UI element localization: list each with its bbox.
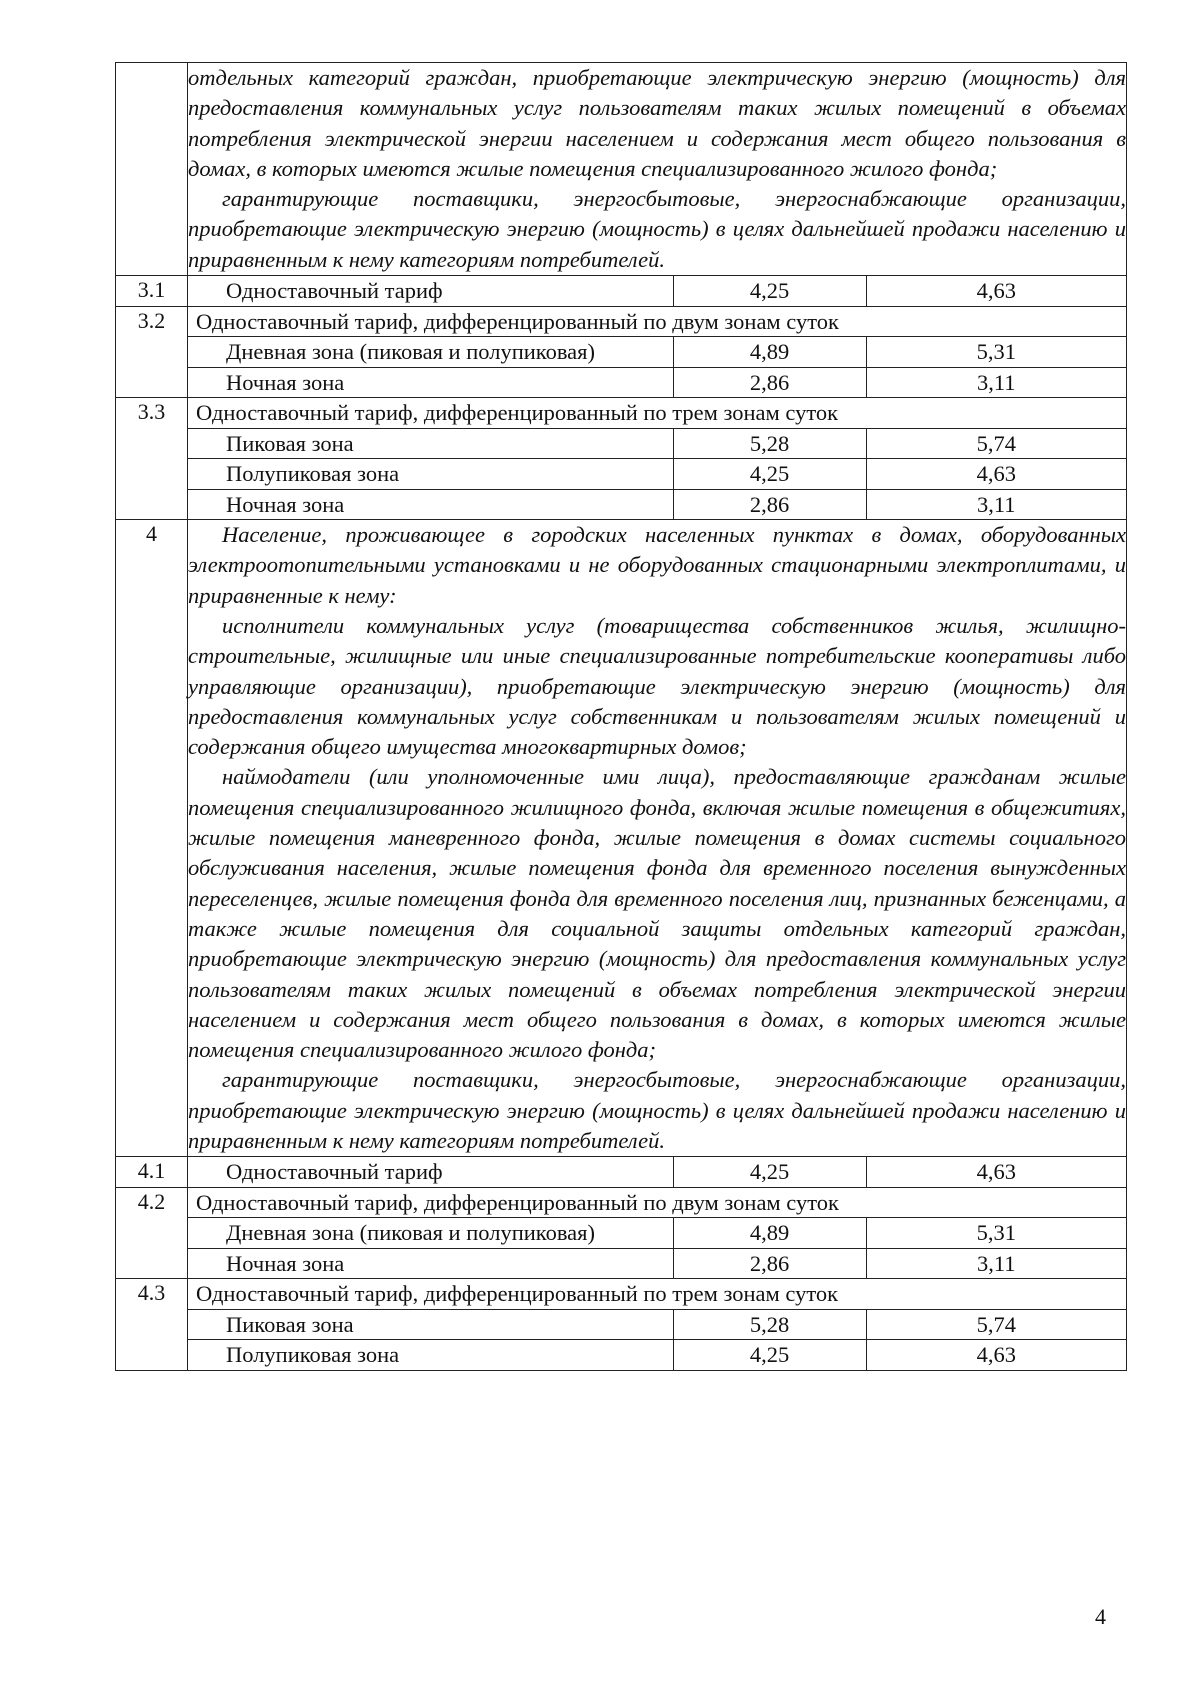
tariff-cell: [188, 1157, 1127, 1188]
tariff-line: [188, 1218, 1126, 1249]
tariff-subtable: [188, 307, 1126, 398]
tariff-value-1: 4,89: [673, 337, 866, 368]
tariff-subtable: [188, 276, 1126, 306]
tariff-header-line: [188, 307, 1126, 337]
tariff-name: Пиковая зона: [188, 1309, 673, 1340]
tariff-header-line: [188, 1188, 1126, 1218]
paragraph: гарантирующие поставщики, энергосбытовые, энергоснабжающие организации, приобретающие электрическую энергию (мощность) в целях дальнейшей продажи населению и приравненным к нему категориям потребителей.: [188, 1067, 1126, 1154]
description-cell: [188, 63, 1127, 276]
tariff-table: [115, 62, 1127, 1371]
tariff-line: [188, 367, 1126, 397]
tariff-value-1: 2,86: [673, 1248, 866, 1278]
table-row: [116, 1157, 1127, 1188]
row-number: 3.2: [116, 306, 188, 398]
tariff-value-2: 5,74: [866, 1309, 1126, 1340]
tariff-header-line: [188, 1279, 1126, 1309]
table-row: [116, 398, 1127, 520]
tariff-header: Одноставочный тариф, дифференцированный по трем зонам суток: [196, 1281, 839, 1307]
table-row: [116, 276, 1127, 307]
tariff-line: [188, 459, 1126, 490]
tariff-value-1: 4,25: [673, 1340, 866, 1370]
tariff-cell: [188, 276, 1127, 307]
tariff-header: Одноставочный тариф, дифференцированный по трем зонам суток: [196, 400, 839, 426]
table-row: [116, 1187, 1127, 1279]
tariff-cell: [188, 398, 1127, 520]
tariff-name: Одноставочный тариф: [226, 278, 443, 304]
tariff-line: [188, 489, 1126, 519]
row-number: 3.3: [116, 398, 188, 520]
tariff-name: Дневная зона (пиковая и полупиковая): [188, 1218, 673, 1249]
row-number: 4.3: [116, 1279, 188, 1371]
tariff-name: Пиковая зона: [188, 428, 673, 459]
tariff-value-2: 4,63: [866, 276, 1126, 306]
tariff-cell: [188, 306, 1127, 398]
tariff-header: Одноставочный тариф, дифференцированный по двум зонам суток: [196, 308, 839, 334]
row-number: 3.1: [116, 276, 188, 307]
table-row: [116, 520, 1127, 1157]
tariff-header-line: [188, 398, 1126, 428]
tariff-line: [188, 1248, 1126, 1278]
tariff-value-1: 5,28: [673, 428, 866, 459]
tariff-subtable: [188, 1157, 1126, 1187]
tariff-line: [188, 1157, 1126, 1187]
tariff-value-1: 2,86: [673, 489, 866, 519]
tariff-value-2: 5,31: [866, 1218, 1126, 1249]
table-row: [116, 63, 1127, 276]
tariff-value-2: 5,74: [866, 428, 1126, 459]
tariff-name: Ночная зона: [188, 367, 673, 397]
tariff-line: [188, 1340, 1126, 1370]
tariff-subtable: [188, 1279, 1126, 1370]
tariff-name: Полупиковая зона: [188, 1340, 673, 1370]
row-number: 4: [116, 520, 188, 1157]
description-cell: [188, 520, 1127, 1157]
tariff-line: [188, 1309, 1126, 1340]
tariff-value-2: 4,63: [866, 1340, 1126, 1370]
tariff-value-2: 3,11: [866, 367, 1126, 397]
tariff-value-2: 5,31: [866, 337, 1126, 368]
tariff-value-2: 3,11: [866, 489, 1126, 519]
paragraph: наймодатели (или уполномоченные ими лица), предоставляющие гражданам жилые помещения специализированного жилищного фонда, включая жилые помещения в общежитиях, жилые помещения маневренного фонда, жилые помещения в домах системы социального обслуживания населения, жилые помещения фонда для временного поселения вынужденных переселенцев, жилые помещения фонда для временного поселения лиц, признанных беженцами, а также жилые помещения для социальной защиты отдельных категорий граждан, приобретающие электрическую энергию (мощность) для предоставления коммунальных услуг пользователям таких жилых помещений в объемах потребления электрической энергии населением и содержания мест общего пользования в домах, в которых имеются жилые помещения специализированного жилого фонда;: [188, 764, 1126, 1063]
tariff-value-1: 5,28: [673, 1309, 866, 1340]
page-number: 4: [1095, 1604, 1106, 1629]
tariff-value-1: 2,86: [673, 367, 866, 397]
tariff-name: Одноставочный тариф: [226, 1159, 443, 1185]
tariff-header: Одноставочный тариф, дифференцированный по двум зонам суток: [196, 1189, 839, 1215]
tariff-subtable: [188, 1188, 1126, 1279]
paragraph: отдельных категорий граждан, приобретающие электрическую энергию (мощность) для предоставления коммунальных услуг пользователям таких жилых помещений в объемах потребления электрической энергии населением и содержания мест общего пользования в домах, в которых имеются жилые помещения специализированного жилого фонда;: [188, 65, 1126, 181]
tariff-line: [188, 276, 1126, 306]
tariff-line: [188, 428, 1126, 459]
tariff-value-2: 4,63: [866, 459, 1126, 490]
tariff-value-2: 3,11: [866, 1248, 1126, 1278]
tariff-value-1: 4,25: [673, 276, 866, 306]
row-number-cell: [116, 63, 188, 276]
tariff-name: Дневная зона (пиковая и полупиковая): [188, 337, 673, 368]
tariff-value-1: 4,25: [673, 459, 866, 490]
tariff-name: Ночная зона: [188, 1248, 673, 1278]
tariff-cell: [188, 1187, 1127, 1279]
tariff-subtable: [188, 398, 1126, 519]
tariff-value-1: 4,25: [673, 1157, 866, 1187]
tariff-line: [188, 337, 1126, 368]
tariff-name: Ночная зона: [188, 489, 673, 519]
row-number: 4.1: [116, 1157, 188, 1188]
tariff-value-1: 4,89: [673, 1218, 866, 1249]
tariff-cell: [188, 1279, 1127, 1371]
table-row: [116, 306, 1127, 398]
tariff-value-2: 4,63: [866, 1157, 1126, 1187]
paragraph: Население, проживающее в городских населенных пунктах в домах, оборудованных электроотопительными установками и не оборудованных стационарными электроплитами, и приравненные к нему:: [188, 522, 1126, 608]
tariff-name: Полупиковая зона: [188, 459, 673, 490]
row-number: 4.2: [116, 1187, 188, 1279]
paragraph: гарантирующие поставщики, энергосбытовые, энергоснабжающие организации, приобретающие электрическую энергию (мощность) в целях дальнейшей продажи населению и приравненным к нему категориям потребителей.: [188, 186, 1126, 272]
table-row: [116, 1279, 1127, 1371]
paragraph: исполнители коммунальных услуг (товарищества собственников жилья, жилищно-строительные, жилищные или иные специализированные потребительские кооперативы либо управляющие организации), приобретающие электрическую энергию (мощность) для предоставления коммунальных услуг собственникам и пользователям жилых помещений и содержания общего имущества многоквартирных домов;: [188, 612, 1126, 760]
